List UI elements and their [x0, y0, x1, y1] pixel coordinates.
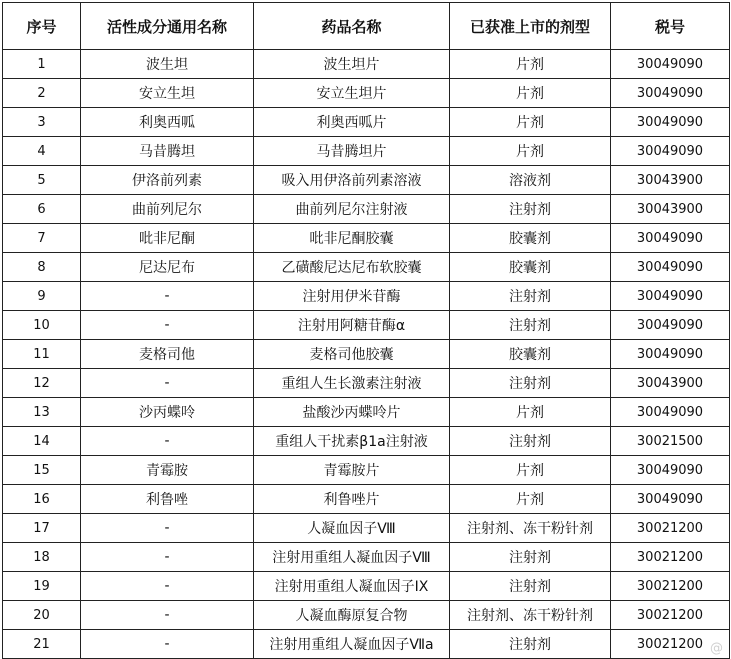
cell-dosage-form: 注射剂	[450, 630, 611, 659]
cell-tax-code: 30049090	[611, 137, 730, 166]
cell-dosage-form: 胶囊剂	[450, 253, 611, 282]
drug-tax-table	[2, 2, 730, 659]
cell-dosage-form: 注射剂	[450, 311, 611, 340]
cell-serial-number: 3	[3, 108, 81, 137]
table-row	[3, 108, 730, 137]
cell-dosage-form: 胶囊剂	[450, 340, 611, 369]
cell-tax-code: 30043900	[611, 195, 730, 224]
cell-dosage-form: 注射剂	[450, 282, 611, 311]
table-header	[3, 3, 730, 50]
cell-active-ingredient: 尼达尼布	[81, 253, 254, 282]
cell-serial-number: 4	[3, 137, 81, 166]
cell-tax-code: 30021200	[611, 601, 730, 630]
cell-active-ingredient: 麦格司他	[81, 340, 254, 369]
cell-drug-name: 麦格司他胶囊	[254, 340, 450, 369]
cell-serial-number: 9	[3, 282, 81, 311]
cell-tax-code: 30049090	[611, 456, 730, 485]
cell-serial-number: 17	[3, 514, 81, 543]
cell-tax-code: 30049090	[611, 108, 730, 137]
cell-tax-code: 30043900	[611, 369, 730, 398]
table-row	[3, 427, 730, 456]
cell-tax-code: 30049090	[611, 398, 730, 427]
cell-serial-number: 5	[3, 166, 81, 195]
cell-drug-name: 青霉胺片	[254, 456, 450, 485]
table-row	[3, 369, 730, 398]
cell-tax-code: 30049090	[611, 485, 730, 514]
cell-drug-name: 吡非尼酮胶囊	[254, 224, 450, 253]
cell-dosage-form: 注射剂	[450, 427, 611, 456]
cell-active-ingredient: -	[81, 369, 254, 398]
cell-active-ingredient: -	[81, 282, 254, 311]
table-row	[3, 79, 730, 108]
cell-tax-code: 30021200	[611, 543, 730, 572]
cell-serial-number: 6	[3, 195, 81, 224]
cell-drug-name: 利奥西呱片	[254, 108, 450, 137]
cell-dosage-form: 注射剂	[450, 369, 611, 398]
table-row	[3, 485, 730, 514]
cell-dosage-form: 片剂	[450, 485, 611, 514]
cell-tax-code: 30049090	[611, 311, 730, 340]
cell-dosage-form: 片剂	[450, 50, 611, 79]
cell-dosage-form: 片剂	[450, 108, 611, 137]
cell-serial-number: 18	[3, 543, 81, 572]
cell-dosage-form: 片剂	[450, 137, 611, 166]
cell-active-ingredient: -	[81, 601, 254, 630]
cell-active-ingredient: -	[81, 572, 254, 601]
cell-drug-name: 注射用重组人凝血因子Ⅶa	[254, 630, 450, 659]
cell-dosage-form: 片剂	[450, 398, 611, 427]
cell-tax-code: 30021200	[611, 630, 730, 659]
header-active-ingredient: 活性成分通用名称	[81, 3, 254, 50]
cell-active-ingredient: -	[81, 311, 254, 340]
cell-tax-code: 30049090	[611, 282, 730, 311]
cell-drug-name: 注射用伊米苷酶	[254, 282, 450, 311]
cell-active-ingredient: -	[81, 543, 254, 572]
cell-active-ingredient: 吡非尼酮	[81, 224, 254, 253]
header-serial-number: 序号	[3, 3, 81, 50]
cell-serial-number: 11	[3, 340, 81, 369]
cell-active-ingredient: 利奥西呱	[81, 108, 254, 137]
table-row	[3, 340, 730, 369]
cell-dosage-form: 注射剂	[450, 195, 611, 224]
table-row	[3, 572, 730, 601]
table-row	[3, 514, 730, 543]
cell-serial-number: 13	[3, 398, 81, 427]
cell-dosage-form: 注射剂	[450, 543, 611, 572]
cell-serial-number: 14	[3, 427, 81, 456]
cell-drug-name: 注射用重组人凝血因子Ⅷ	[254, 543, 450, 572]
header-dosage-form: 已获准上市的剂型	[450, 3, 611, 50]
cell-drug-name: 利鲁唑片	[254, 485, 450, 514]
cell-serial-number: 8	[3, 253, 81, 282]
cell-active-ingredient: 沙丙蝶呤	[81, 398, 254, 427]
cell-serial-number: 21	[3, 630, 81, 659]
cell-tax-code: 30049090	[611, 253, 730, 282]
cell-active-ingredient: -	[81, 630, 254, 659]
cell-serial-number: 20	[3, 601, 81, 630]
cell-dosage-form: 注射剂、冻干粉针剂	[450, 601, 611, 630]
cell-active-ingredient: 青霉胺	[81, 456, 254, 485]
table-row	[3, 543, 730, 572]
cell-serial-number: 2	[3, 79, 81, 108]
cell-drug-name: 注射用阿糖苷酶α	[254, 311, 450, 340]
table-row	[3, 456, 730, 485]
cell-drug-name: 重组人生长激素注射液	[254, 369, 450, 398]
cell-serial-number: 10	[3, 311, 81, 340]
cell-drug-name: 注射用重组人凝血因子IX	[254, 572, 450, 601]
table-row	[3, 601, 730, 630]
cell-drug-name: 人凝血酶原复合物	[254, 601, 450, 630]
cell-drug-name: 波生坦片	[254, 50, 450, 79]
table-row	[3, 50, 730, 79]
table-row	[3, 224, 730, 253]
cell-dosage-form: 注射剂	[450, 572, 611, 601]
cell-drug-name: 安立生坦片	[254, 79, 450, 108]
cell-active-ingredient: -	[81, 427, 254, 456]
cell-dosage-form: 片剂	[450, 79, 611, 108]
table-row	[3, 166, 730, 195]
table-row	[3, 195, 730, 224]
cell-drug-name: 曲前列尼尔注射液	[254, 195, 450, 224]
cell-serial-number: 7	[3, 224, 81, 253]
cell-tax-code: 30043900	[611, 166, 730, 195]
cell-drug-name: 盐酸沙丙蝶呤片	[254, 398, 450, 427]
header-drug-name: 药品名称	[254, 3, 450, 50]
table-row	[3, 282, 730, 311]
cell-tax-code: 30021500	[611, 427, 730, 456]
cell-drug-name: 吸入用伊洛前列素溶液	[254, 166, 450, 195]
cell-dosage-form: 注射剂、冻干粉针剂	[450, 514, 611, 543]
cell-active-ingredient: -	[81, 514, 254, 543]
cell-active-ingredient: 马昔腾坦	[81, 137, 254, 166]
cell-active-ingredient: 曲前列尼尔	[81, 195, 254, 224]
cell-active-ingredient: 安立生坦	[81, 79, 254, 108]
watermark: @	[710, 641, 723, 656]
cell-serial-number: 15	[3, 456, 81, 485]
cell-serial-number: 12	[3, 369, 81, 398]
cell-tax-code: 30021200	[611, 572, 730, 601]
cell-drug-name: 重组人干扰素β1a注射液	[254, 427, 450, 456]
table-row	[3, 398, 730, 427]
cell-serial-number: 19	[3, 572, 81, 601]
cell-drug-name: 人凝血因子Ⅷ	[254, 514, 450, 543]
cell-drug-name: 乙磺酸尼达尼布软胶囊	[254, 253, 450, 282]
cell-serial-number: 1	[3, 50, 81, 79]
table-row	[3, 253, 730, 282]
table-row	[3, 311, 730, 340]
cell-tax-code: 30049090	[611, 79, 730, 108]
cell-tax-code: 30049090	[611, 224, 730, 253]
header-row	[3, 3, 730, 50]
cell-active-ingredient: 伊洛前列素	[81, 166, 254, 195]
cell-serial-number: 16	[3, 485, 81, 514]
cell-dosage-form: 溶液剂	[450, 166, 611, 195]
cell-tax-code: 30049090	[611, 50, 730, 79]
cell-tax-code: 30049090	[611, 340, 730, 369]
cell-active-ingredient: 利鲁唑	[81, 485, 254, 514]
cell-dosage-form: 片剂	[450, 456, 611, 485]
cell-dosage-form: 胶囊剂	[450, 224, 611, 253]
table-row	[3, 630, 730, 659]
cell-drug-name: 马昔腾坦片	[254, 137, 450, 166]
table-row	[3, 137, 730, 166]
table-body	[3, 50, 730, 659]
cell-active-ingredient: 波生坦	[81, 50, 254, 79]
header-tax-code: 税号	[611, 3, 730, 50]
cell-tax-code: 30021200	[611, 514, 730, 543]
